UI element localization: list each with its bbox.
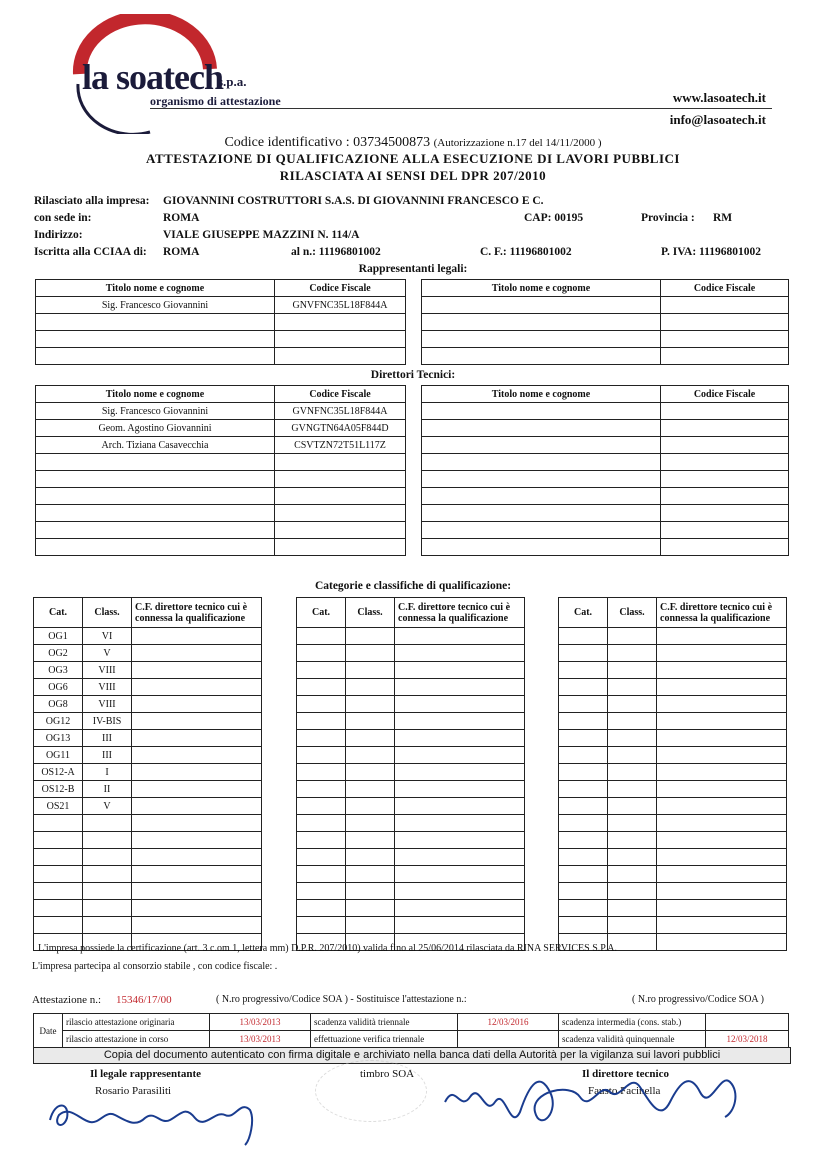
impresa-value: GIOVANNINI COSTRUTTORI S.A.S. DI GIOVANNINI FRANCESCO E C. [163, 195, 544, 207]
al-n-value: al n.: 11196801002 [291, 246, 381, 258]
col-titolo: Titolo nome e cognome [36, 280, 275, 297]
provincia-value: RM [713, 212, 733, 224]
header-divider [150, 108, 772, 109]
table-row: Sig. Francesco Giovannini GVNFNC35L18F844A [36, 403, 406, 420]
dates-table: Date rilascio attestazione originaria 13/03/2013 scadenza validità triennale 12/03/2016 scadenza intermedia (cons. stab.) rilascio attestazione in corso 13/03/2013 effettuazione verifica triennale scadenza validità quinquennale 12/03/2018 [33, 1013, 789, 1048]
website-link[interactable]: www.lasoatech.it [672, 90, 766, 105]
categorie-table-3: Cat. Class. C.F. direttore tecnico cui è connessa la qualificazione [558, 597, 787, 951]
direttore-signature [440, 1062, 750, 1142]
logo-wordmark: la soatech [82, 57, 223, 97]
direttori-table-left: Titolo nome e cognome Codice Fiscale Sig. Francesco Giovannini GVNFNC35L18F844A Geom. Agostino Giovannini GVNGTN64A05F844D Arch. Tiziana Casavecchia CSVTZN72T51L117Z [35, 385, 406, 556]
table-row: OG6 VIII [34, 679, 262, 696]
cap-value: CAP: 00195 [524, 212, 584, 224]
table-row: OS21 V [34, 798, 262, 815]
email-link[interactable]: info@lasoatech.it [669, 112, 766, 127]
indirizzo-value: VIALE GIUSEPPE MAZZINI N. 114/A [163, 229, 360, 241]
rappresentanti-table-right: Titolo nome e cognome Codice Fiscale [421, 279, 789, 365]
timbro-label: timbro SOA [360, 1068, 415, 1080]
table-row: OG11 III [34, 747, 262, 764]
attestazione-number: 15346/17/00 [116, 994, 172, 1006]
table-row: OG13 III [34, 730, 262, 747]
cf-value: C. F.: 11196801002 [480, 246, 572, 258]
table-row [36, 314, 406, 331]
label-cciaa: Iscritta alla CCIAA di: [34, 246, 147, 258]
table-row: OG2 V [34, 645, 262, 662]
logo-spa: s.p.a. [218, 74, 247, 89]
legale-signature [45, 1090, 275, 1150]
authentication-banner: Copia del documento autenticato con firma digitale e archiviato nella banca dati della Autorità per la vigilanza sui lavori pubblici [33, 1047, 791, 1064]
table-row: Sig. Francesco Giovannini GNVFNC35L18F844A [36, 297, 406, 314]
piva-value: P. IVA: 11196801002 [661, 246, 762, 258]
section-rappresentanti: Rappresentanti legali: [358, 263, 468, 275]
label-sede: con sede in: [34, 212, 92, 224]
code-line: Codice identificativo : 03734500873 (Autorizzazione n.17 del 14/11/2000 ) [224, 135, 602, 150]
categorie-table-2: Cat. Class. C.F. direttore tecnico cui è connessa la qualificazione [296, 597, 525, 951]
logo-subtitle: organismo di attestazione [150, 94, 281, 108]
col-codice: Codice Fiscale [275, 280, 406, 297]
section-direttori: Direttori Tecnici: [370, 369, 456, 381]
section-categorie: Categorie e classifiche di qualificazione: [314, 580, 512, 592]
table-row: OG3 VIII [34, 662, 262, 679]
label-impresa: Rilasciato alla impresa: [34, 195, 150, 207]
table-row: Geom. Agostino Giovannini GVNGTN64A05F844D [36, 420, 406, 437]
label-indirizzo: Indirizzo: [34, 229, 83, 241]
attestazione-label: Attestazione n.: [32, 994, 102, 1006]
direttori-table-right: Titolo nome e cognome Codice Fiscale [421, 385, 789, 556]
label-provincia: Provincia : [641, 212, 695, 224]
cciaa-value: ROMA [163, 246, 200, 258]
table-row: OS12-A I [34, 764, 262, 781]
direttore-name: Fausto Facinella [588, 1085, 661, 1097]
table-row: OS12-B II [34, 781, 262, 798]
direttore-label: Il direttore tecnico [582, 1068, 669, 1080]
legale-name: Rosario Parasiliti [95, 1085, 172, 1097]
table-row: Arch. Tiziana Casavecchia CSVTZN72T51L117Z [36, 437, 406, 454]
legale-label: Il legale rappresentante [90, 1068, 202, 1080]
consorzio-text: L'impresa partecipa al consorzio stabile , con codice fiscale: . [32, 961, 278, 972]
certificazione-text: L'impresa possiede la certificazione (art. 3 c.om 1, lettera mm) D.P.R. 207/2010) valida fino al 25/06/2014 rilasciata da RINA SERVICES S.P.A. [38, 943, 617, 954]
table-row: OG12 IV-BIS [34, 713, 262, 730]
sede-value: ROMA [163, 212, 200, 224]
table-row: OG8 VIII [34, 696, 262, 713]
table-row: OG1 VI [34, 628, 262, 645]
attestazione-note-2: ( N.ro progressivo/Codice SOA ) [632, 994, 764, 1005]
table-row [36, 348, 406, 365]
categorie-table-1: Cat. Class. C.F. direttore tecnico cui è connessa la qualificazione OG1 VI OG2 V OG3 VIII OG6 VIII OG8 VIII OG12 IV-BIS OG13 III OG11 III OS12-A I OS12-B II OS21 V [33, 597, 262, 951]
table-row [36, 331, 406, 348]
title-line-2: RILASCIATA AI SENSI DEL DPR 207/2010 [279, 168, 547, 183]
title-line-1: ATTESTAZIONE DI QUALIFICAZIONE ALLA ESECUZIONE DI LAVORI PUBBLICI [146, 151, 680, 166]
attestazione-note: ( N.ro progressivo/Codice SOA ) - Sostituisce l'attestazione n.: [216, 994, 467, 1005]
rappresentanti-table-left [35, 279, 406, 365]
